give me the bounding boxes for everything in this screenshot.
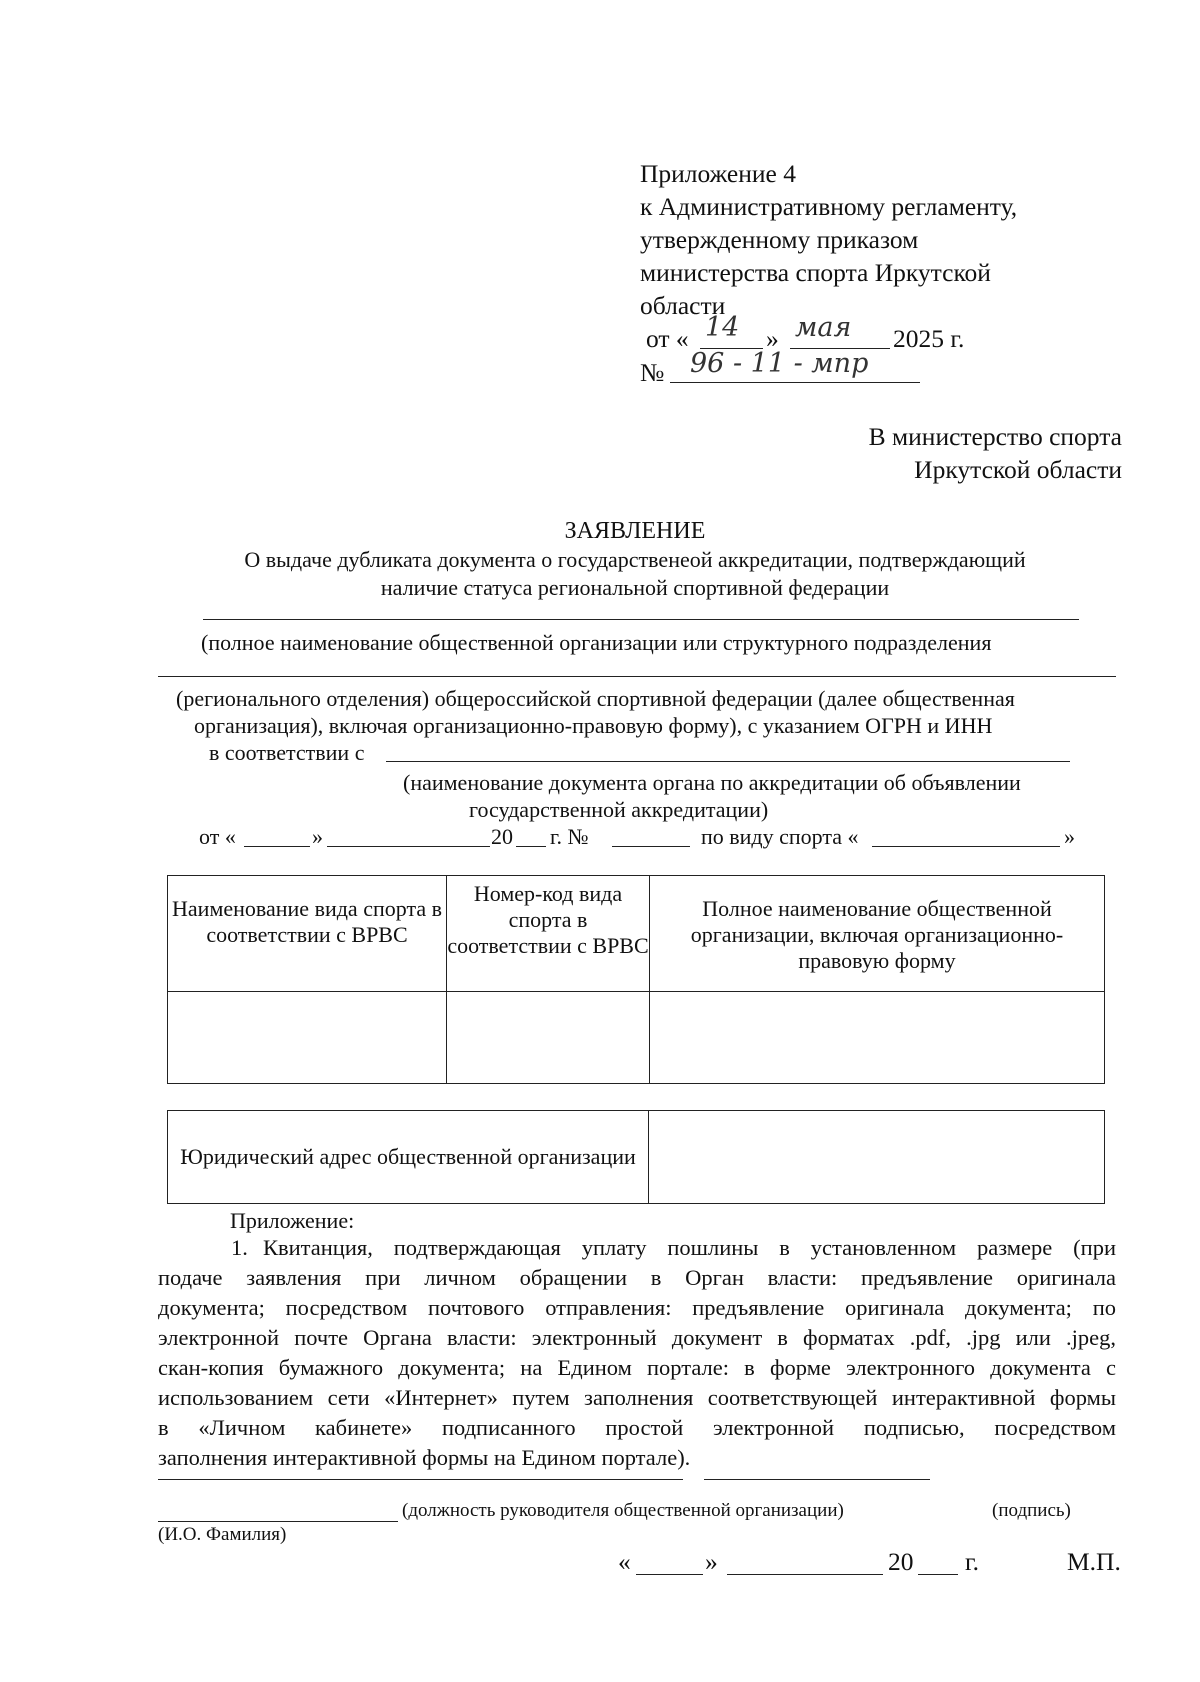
handwritten-number: 96 - 11 - мпр — [690, 348, 869, 379]
header-line-2: утвержденному приказом — [640, 225, 919, 254]
signature-hint: (подпись) — [992, 1500, 1071, 1521]
from-year-label: 20 — [491, 824, 513, 849]
final-date-close-quote: » — [705, 1547, 718, 1576]
appendix-line: подаче заявления при личном обращении в Орган власти: предъявление оригинала — [158, 1265, 1116, 1290]
name-line[interactable] — [158, 1521, 398, 1522]
sport-table-header-org: Полное наименование общественной организации, включая организационно-правовую форму — [650, 876, 1105, 992]
document-title: ЗАЯВЛЕНИЕ — [564, 518, 706, 544]
appendix-item-1 — [158, 1233, 1116, 1473]
from-close-quote: » — [312, 824, 323, 849]
date-mid: » — [766, 324, 779, 353]
header-line-1: к Административному регламенту, — [640, 192, 1018, 221]
header-line-4: области — [640, 291, 726, 320]
stamp-placeholder: М.П. — [1067, 1547, 1121, 1576]
appendix-line: использованием сети «Интернет» путем заполнения соответствующей интерактивной формы — [158, 1385, 1116, 1410]
final-year-line[interactable] — [918, 1574, 958, 1575]
appendix-line: заполнения интерактивной формы на Едином портале). — [158, 1445, 691, 1470]
position-line[interactable] — [158, 1479, 683, 1480]
address-table-row — [168, 1111, 1105, 1204]
sport-table-cell-code[interactable] — [447, 992, 650, 1084]
doc-number-line[interactable] — [612, 846, 690, 847]
document-subtitle-2: наличие статуса региональной спортивной федерации — [380, 575, 890, 600]
accreditation-hint-2: государственной аккредитации) — [469, 797, 769, 822]
sport-table-row — [168, 992, 1105, 1084]
signature-line[interactable] — [704, 1479, 930, 1480]
according-label: в соответствии с — [209, 740, 365, 765]
address-table-value[interactable] — [649, 1111, 1105, 1204]
sport-table-cell-org[interactable] — [650, 992, 1105, 1084]
from-year-line[interactable] — [516, 846, 546, 847]
final-date-open-quote: « — [618, 1547, 631, 1576]
organization-hint-2: (регионального отделения) общероссийской спортивной федерации (далее общественная — [176, 686, 1015, 711]
appendix-line: скан-копия бумажного документа; на Едином портале: в форме электронного документа с — [158, 1355, 1116, 1380]
sport-table-header-code: Номер-код вида спорта в соответствии с ВРВС — [447, 876, 650, 992]
handwritten-day: 14 — [705, 312, 740, 343]
from-year-suffix: г. № — [550, 824, 589, 849]
appendix-line: электронной почте Органа власти: электронный документ в форматах .pdf, .jpg или .jpeg, — [158, 1325, 1116, 1350]
organization-hint-1: (полное наименование общественной организации или структурного подразделения — [201, 630, 992, 655]
sport-name-line[interactable] — [872, 846, 1060, 847]
from-month-line[interactable] — [327, 846, 490, 847]
addressee-line-2: Иркутской области — [914, 455, 1122, 484]
according-document-line[interactable] — [386, 761, 1070, 762]
appendix-list-title: Приложение: — [230, 1208, 355, 1233]
handwritten-month: мая — [795, 312, 852, 343]
date-prefix: от « — [646, 324, 689, 353]
appendix-title: Приложение 4 — [640, 159, 796, 188]
organization-name-line-1[interactable] — [203, 619, 1079, 620]
date-year: 2025 г. — [893, 324, 965, 353]
sport-table-header-name: Наименование вида спорта в соответствии с ВРВС — [168, 876, 447, 992]
number-prefix: № — [640, 358, 665, 387]
appendix-line-text: Квитанция, подтверждающая уплату пошлины в установленном размере (при — [263, 1235, 1116, 1260]
final-month-line[interactable] — [727, 1574, 883, 1575]
final-year-label: 20 — [888, 1547, 914, 1576]
appendix-line: в «Личном кабинете» подписанного простой электронной подписью, посредством — [158, 1415, 1116, 1440]
name-hint: (И.О. Фамилия) — [158, 1524, 287, 1545]
header-line-3: министерства спорта Иркутской — [640, 258, 991, 287]
sport-label: по виду спорта « — [701, 824, 859, 849]
addressee-line-1: В министерство спорта — [868, 422, 1122, 451]
organization-hint-3: организация), включая организационно-правовую форму), с указанием ОГРН и ИНН — [194, 713, 993, 738]
from-label: от « — [199, 824, 236, 849]
sport-table-header-row — [168, 876, 1105, 992]
sport-table — [167, 875, 1105, 1084]
final-year-suffix: г. — [965, 1547, 979, 1576]
sport-close-quote: » — [1064, 824, 1075, 849]
final-day-line[interactable] — [636, 1574, 703, 1575]
appendix-line — [158, 1233, 1116, 1263]
from-day-line[interactable] — [244, 846, 310, 847]
address-table-label: Юридический адрес общественной организации — [168, 1111, 649, 1204]
appendix-line: документа; посредством почтового отправления: предъявление оригинала документа; по — [158, 1295, 1116, 1320]
accreditation-hint-1: (наименование документа органа по аккредитации об объявлении — [403, 770, 1021, 795]
organization-name-line-2[interactable] — [158, 676, 1116, 677]
appendix-item-number: 1. — [231, 1235, 248, 1260]
document-subtitle-1: О выдаче дубликата документа о государственеой аккредитации, подтверждающий — [244, 547, 1026, 572]
sport-table-cell-name[interactable] — [168, 992, 447, 1084]
address-table — [167, 1110, 1105, 1204]
position-hint: (должность руководителя общественной организации) — [402, 1500, 844, 1521]
